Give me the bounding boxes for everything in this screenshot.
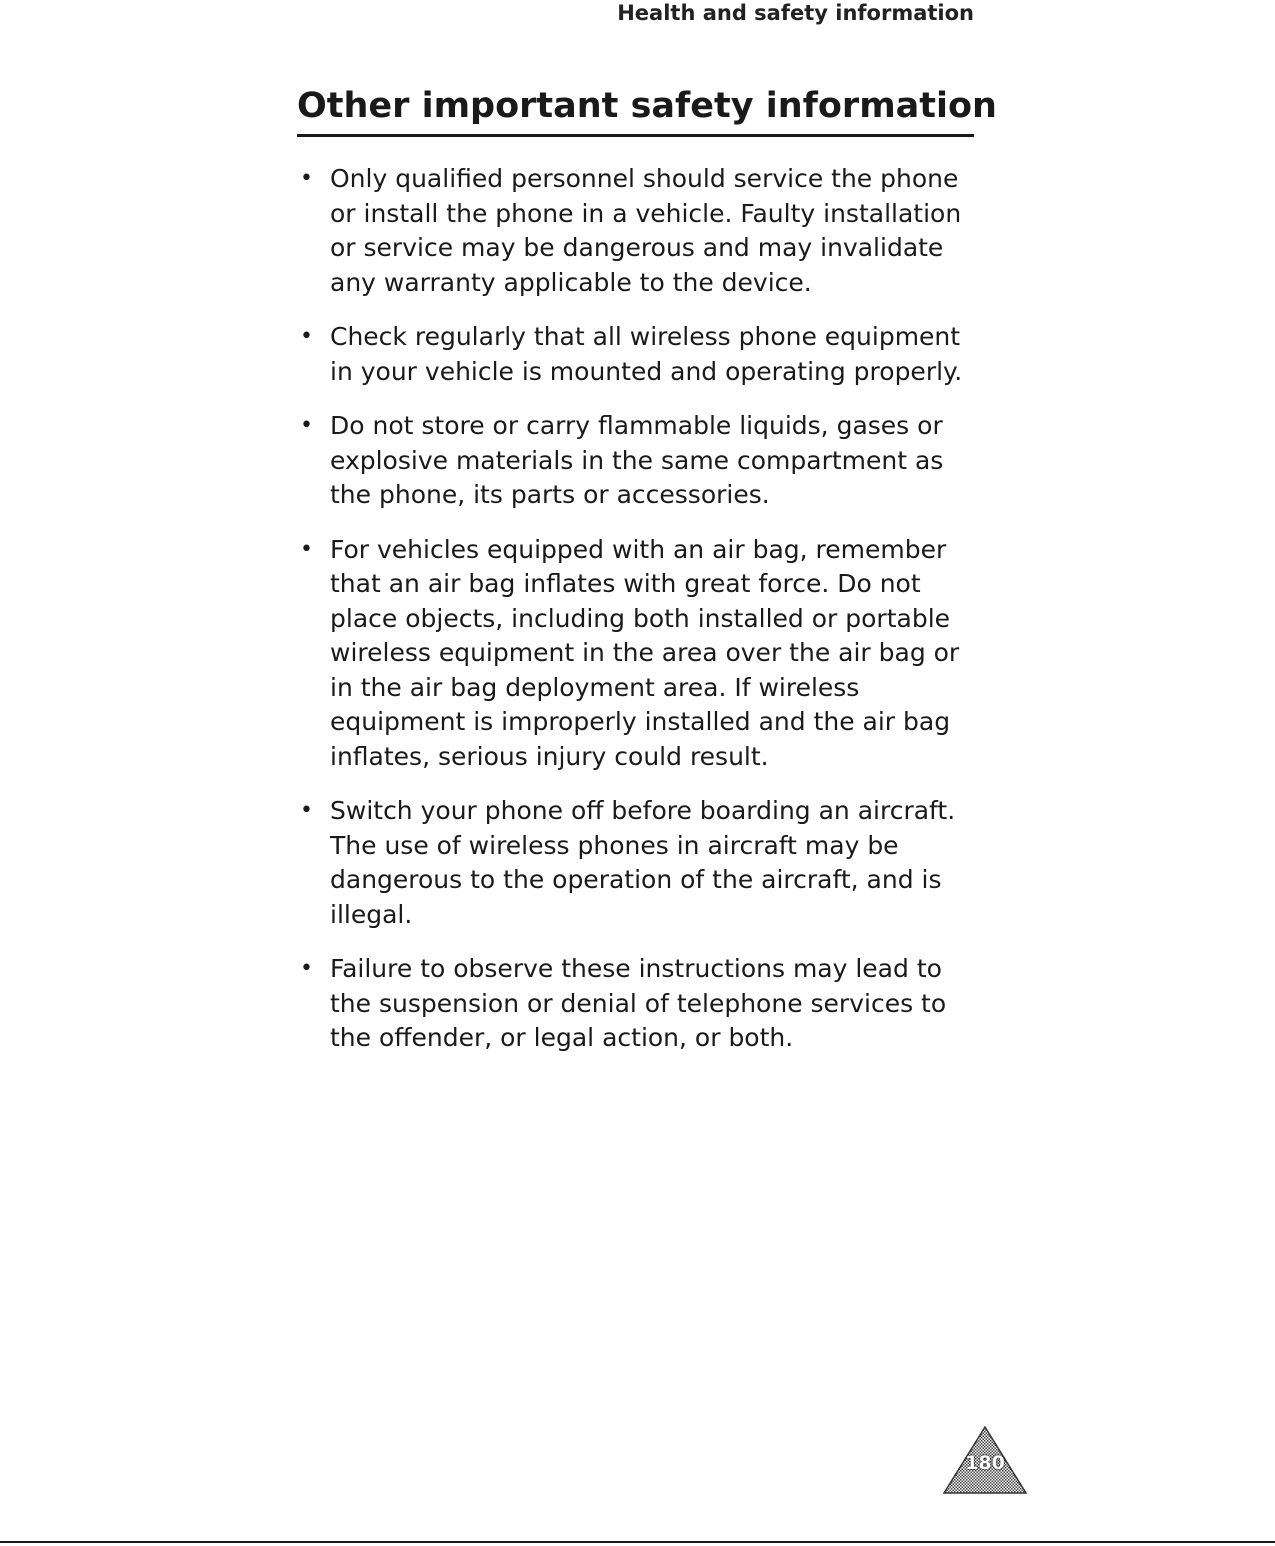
list-item-text: Switch your phone off before boarding an aircraft. The use of wireless phones in aircraft may be dangerous to the operation of the aircraft, and is illegal. [330,796,956,929]
list-item-text: Failure to observe these instructions may lead to the suspension or denial of telephone services to the offender, or legal action, or both. [330,954,947,1052]
list-item [300,409,980,513]
bullet-icon: • [300,413,313,438]
page-number: 180 [965,1452,1005,1474]
safety-list [300,162,980,1076]
list-item-text: Only qualified personnel should service the phone or install the phone in a vehicle. Faulty installation or service may be dangerous and may invalidate any warranty applicable to the device. [330,164,962,297]
bottom-rule [0,1541,1275,1543]
bullet-icon: • [300,798,313,823]
bullet-icon: • [300,536,313,562]
list-item [300,794,980,932]
bullet-icon: • [300,166,313,191]
list-item [300,533,980,775]
list-item [300,162,980,300]
page-title: Other important safety information [297,86,997,126]
list-item-text: For vehicles equipped with an air bag, remember that an air bag inflates with great force. Do not place objects, including both installed or portable wireless equipment in the area over the air bag or in the air bag deployment area. If wireless equipment is improperly installed and the air bag inflates, serious injury could result. [330,534,960,771]
bullet-icon: • [300,956,313,981]
running-header: Health and safety information [617,1,974,25]
list-item-text: Check regularly that all wireless phone equipment in your vehicle is mounted and operating properly. [330,322,963,386]
list-item-text: Do not store or carry flammable liquids, gases or explosive materials in the same compartment as the phone, its parts or accessories. [330,411,944,509]
list-item [300,952,980,1056]
bullet-icon: • [300,324,313,349]
list-item [300,320,980,389]
title-underline [297,134,974,137]
